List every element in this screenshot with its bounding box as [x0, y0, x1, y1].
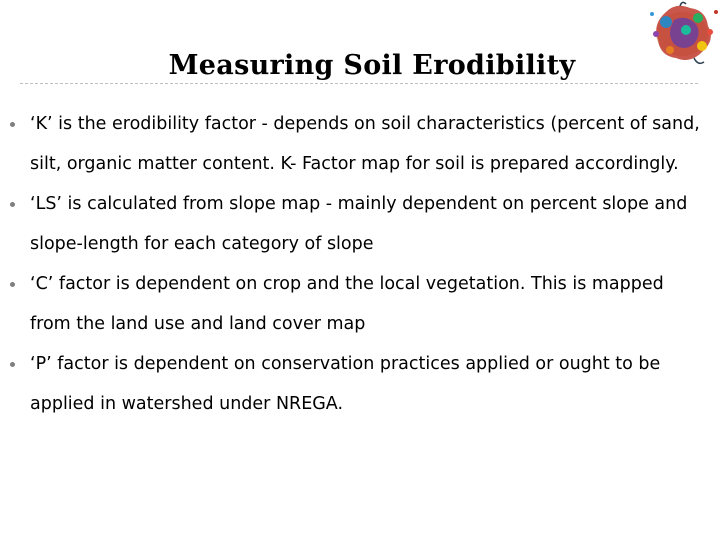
- bullet-text: ‘LS’ is calculated from slope map - mainly dependent on percent slope and slope-length for each category of slope: [30, 194, 688, 254]
- slide-title: Measuring Soil Erodibility: [168, 50, 576, 81]
- bullet-text: ‘C’ factor is dependent on crop and the local vegetation. This is mapped from the land use and land cover map: [30, 274, 664, 334]
- bullet-text: ‘P’ factor is dependent on conservation practices applied or ought to be applied in watershed under NREGA.: [30, 354, 661, 414]
- bullet-item: [10, 184, 710, 264]
- bullet-item: [10, 104, 710, 184]
- bullet-item: [10, 264, 710, 344]
- bullet-text: ‘K’ is the erodibility factor - depends on soil characteristics (percent of sand, silt, organic matter content. K- Factor map for soil is prepared accordingly.: [30, 114, 700, 174]
- bullet-item: [10, 344, 710, 424]
- bullet-dot-icon: [10, 362, 15, 367]
- title-divider: [20, 83, 698, 84]
- bullet-dot-icon: [10, 122, 15, 127]
- bullet-list: [10, 104, 710, 424]
- bullet-dot-icon: [10, 282, 15, 287]
- bullet-dot-icon: [10, 202, 15, 207]
